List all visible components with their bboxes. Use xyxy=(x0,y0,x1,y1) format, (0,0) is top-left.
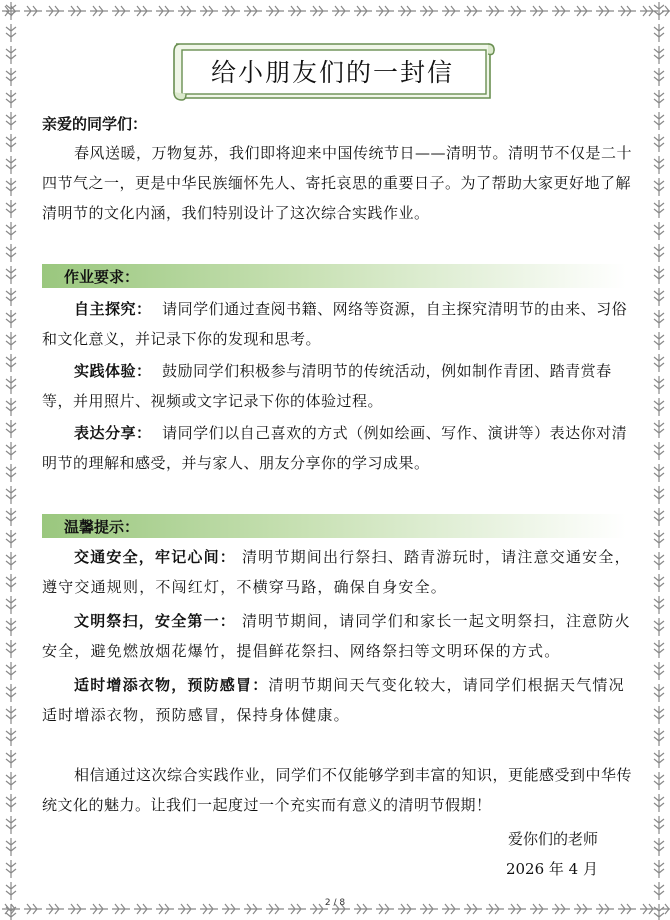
requirements-heading-bar xyxy=(42,264,626,288)
tip-label: 文明祭扫，安全第一： xyxy=(74,612,237,630)
requirement-text: 请同学们通过查阅书籍、网络等资源，自主探究清明节的由来、习俗和文化意义，并记录下你的发现和思考。 xyxy=(42,300,628,348)
requirement-label: 表达分享： xyxy=(74,424,152,442)
intro-paragraph: 春风送暖，万物复苏，我们即将迎来中国传统节日——清明节。清明节不仅是二十四节气之一，更是中华民族缅怀先人、寄托哀思的重要日子。为了帮助大家更好地了解清明节的文化内涵，我们特别设计了这次综合实践作业。 xyxy=(42,144,633,222)
requirement-label: 实践体验： xyxy=(74,362,152,380)
tip-text: 清明节期间天气变化较大，请同学们根据天气情况适时增添衣物，预防感冒，保持身体健康。 xyxy=(42,676,625,724)
tips-heading: 温馨提示： xyxy=(64,518,140,536)
tips-heading-bar xyxy=(42,514,626,538)
tip-label: 交通安全，牢记心间： xyxy=(74,548,237,566)
requirement-item xyxy=(42,356,632,416)
decorative-border-right xyxy=(650,0,668,920)
tip-item xyxy=(42,606,632,666)
greeting: 亲爱的同学们： xyxy=(42,115,148,133)
page-title: 给小朋友们的一封信 xyxy=(210,58,454,87)
requirement-item xyxy=(42,294,632,354)
closing-paragraph: 相信通过这次综合实践作业，同学们不仅能够学到丰富的知识，更能感受到中华传统文化的魅力。让我们一起度过一个充实而有意义的清明节假期！ xyxy=(42,766,633,814)
page-number: 2 / 8 xyxy=(324,898,346,908)
signature: 爱你们的老师 xyxy=(507,830,598,848)
requirement-text: 鼓励同学们积极参与清明节的传统活动，例如制作青团、踏青赏春等，并用照片、视频或文字记录下你的体验过程。 xyxy=(42,362,612,410)
requirements-heading: 作业要求： xyxy=(64,268,140,286)
tip-item xyxy=(42,670,632,730)
requirement-label: 自主探究： xyxy=(74,300,152,318)
requirement-text: 请同学们以自己喜欢的方式（例如绘画、写作、演讲等）表达你对清明节的理解和感受，并与家人、朋友分享你的学习成果。 xyxy=(42,424,628,472)
decorative-border-left xyxy=(2,0,20,920)
tip-text: 清明节期间出行祭扫、踏青游玩时，请注意交通安全，遵守交通规则，不闯红灯，不横穿马路，确保自身安全。 xyxy=(42,548,631,596)
decorative-border-top xyxy=(0,2,670,20)
title-scroll-banner xyxy=(170,40,495,104)
tip-text: 清明节期间，请同学们和家长一起文明祭扫，注意防火安全，避免燃放烟花爆竹，提倡鲜花祭扫、网络祭扫等文明环保的方式。 xyxy=(42,612,631,660)
requirement-item xyxy=(42,418,632,478)
date: 2026 年 4 月 xyxy=(505,860,598,878)
tip-label: 适时增添衣物，预防感冒： xyxy=(74,676,269,694)
tip-item xyxy=(42,542,632,602)
